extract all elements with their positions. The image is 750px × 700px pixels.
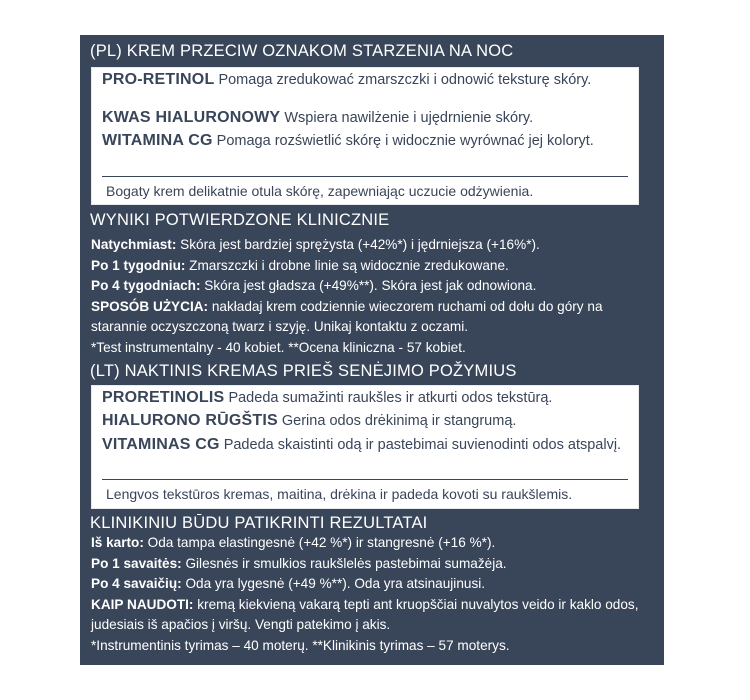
pl-ingredient-1-name: PRO-RETINOL	[102, 71, 215, 88]
pl-ingredient-2	[102, 109, 630, 128]
lt-results	[91, 533, 651, 656]
lt-divider	[102, 479, 628, 480]
lt-ingredient-3-name: VITAMINAS CG	[102, 436, 220, 453]
lt-footnote: *Instrumentinis tyrimas – 40 moterų. **Klinikinis tyrimas – 57 moterys.	[91, 637, 510, 653]
pl-result-1	[91, 235, 651, 256]
pl-result-3	[91, 276, 651, 297]
lt-result-1-text: Oda tampa elastingesnė (+42 %*) ir stangresnė (+16 %*).	[143, 535, 496, 550]
lt-result-3	[91, 574, 651, 595]
lt-ingredients-box	[91, 385, 639, 509]
lt-ingredient-1-text: Padeda sumažinti raukšles ir atkurti odos tekstūrą.	[224, 390, 553, 406]
pl-ingredient-2-text: Wspiera nawilżenie i ujędrnienie skóry.	[280, 110, 534, 126]
pl-usage-text: nakładaj krem codziennie wieczorem ruchami od dołu do góry na starannie oczyszczoną twarz i szyję. Unikaj kontaktu z oczami.	[91, 298, 603, 334]
lt-ingredient-1-name: PRORETINOLIS	[102, 389, 225, 406]
pl-result-3-text: Skóra jest gładsza (+49%**). Skóra jest jak odnowiona.	[200, 278, 537, 293]
lt-section-title: (LT) NAKTINIS KREMAS PRIEŠ SENĖJIMO POŽYMIUS	[90, 362, 517, 380]
pl-result-2-label: Po 1 tygodniu:	[91, 257, 186, 273]
product-label-panel	[80, 35, 664, 665]
lt-result-2	[91, 554, 651, 575]
lt-ingredient-2-text: Gerina odos drėkinimą ir stangrumą.	[277, 413, 517, 429]
lt-result-1	[91, 533, 651, 554]
pl-footnote: *Test instrumentalny - 40 kobiet. **Ocena kliniczna - 57 kobiet.	[91, 339, 466, 355]
pl-ingredient-3-name: WITAMINA CG	[102, 132, 213, 149]
pl-result-2	[91, 256, 651, 277]
lt-result-2-label: Po 1 savaitės:	[91, 555, 182, 571]
pl-ingredient-2-name: KWAS HIALURONOWY	[102, 109, 281, 126]
lt-ingredient-1	[102, 389, 630, 408]
lt-ingredient-3-text: Padeda skaistinti odą ir pastebimai suvienodinti odos atspalvį.	[219, 437, 622, 453]
lt-result-2-text: Gilesnės ir smulkios raukšlelės pastebimai sumažėja.	[181, 555, 507, 571]
pl-ingredient-3	[102, 132, 630, 151]
lt-usage-label: KAIP NAUDOTI:	[91, 596, 194, 612]
lt-results-title: KLINIKINIU BŪDU PATIKRINTI REZULTATAI	[90, 514, 428, 532]
pl-section-title: (PL) KREM PRZECIW OZNAKOM STARZENIA NA NOC	[90, 42, 514, 60]
lt-result-3-text: Oda yra lygesnė (+49 %**). Oda yra atsinaujinusi.	[181, 576, 486, 591]
pl-results	[91, 235, 651, 358]
pl-usage-label: SPOSÓB UŻYCIA:	[91, 298, 209, 314]
pl-result-3-label: Po 4 tygodniach:	[91, 278, 201, 293]
pl-result-1-text: Skóra jest bardziej sprężysta (+42%*) i jędrniejsza (+16%*).	[176, 237, 540, 252]
pl-result-1-label: Natychmiast:	[91, 237, 177, 252]
lt-result-3-label: Po 4 savaičių:	[91, 576, 182, 591]
pl-usage	[91, 297, 651, 338]
pl-ingredient-3-text: Pomaga rozświetlić skórę i widocznie wyrównać jej koloryt.	[212, 133, 594, 149]
lt-ingredient-2	[102, 412, 630, 431]
pl-description: Bogaty krem delikatnie otula skórę, zapewniając uczucie odżywienia.	[106, 183, 534, 199]
pl-divider	[102, 176, 628, 177]
lt-ingredient-3	[102, 436, 630, 455]
pl-ingredients-box	[91, 67, 639, 205]
pl-ingredient-1	[102, 71, 630, 90]
lt-usage-text: kremą kiekvieną vakarą tepti ant kruopščiai nuvalytos veido ir kaklo odos, judesiais iš apačios į viršų. Vengti patekimo į akis.	[91, 596, 639, 632]
pl-result-2-text: Zmarszczki i drobne linie są widocznie zredukowane.	[185, 257, 509, 273]
pl-ingredient-1-text: Pomaga zredukować zmarszczki i odnowić teksturę skóry.	[214, 72, 592, 88]
lt-ingredient-2-name: HIALURONO RŪGŠTIS	[102, 412, 278, 429]
lt-description: Lengvos tekstūros kremas, maitina, drėkina ir padeda kovoti su raukšlemis.	[106, 486, 573, 502]
lt-usage	[91, 595, 651, 636]
lt-result-1-label: Iš karto:	[91, 535, 144, 550]
pl-results-title: WYNIKI POTWIERDZONE KLINICZNIE	[90, 211, 390, 229]
